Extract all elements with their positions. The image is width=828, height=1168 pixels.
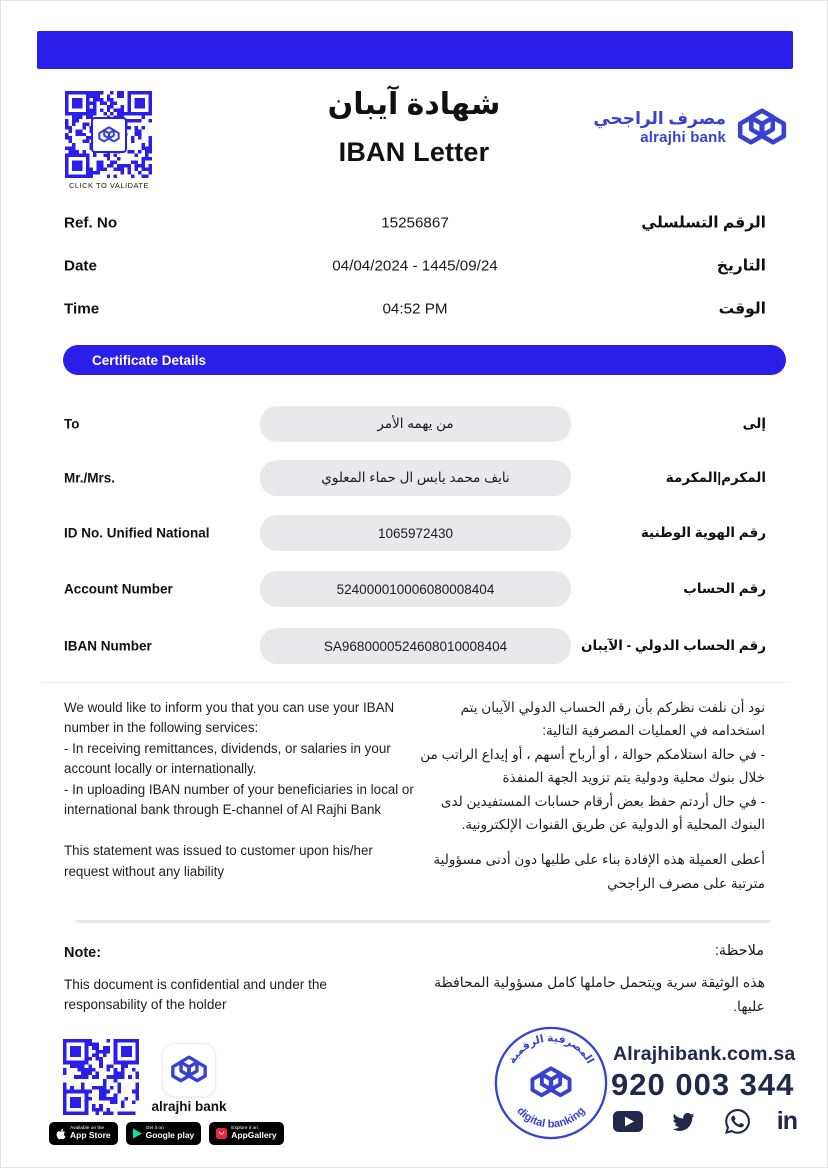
alrajhi-logo-icon	[169, 1050, 209, 1090]
info-ar-p3: - في حال أردتم حفظ بعض أرقام حسابات المستفيدين لدى البنوك المحلية أو الدولية عن طريق القنوات الإلكترونية.	[440, 793, 765, 832]
appstore-badge-line2: App Store	[70, 1130, 111, 1141]
stamp-text-english: digital banking	[514, 1105, 588, 1131]
appstore-badge[interactable]	[49, 1122, 118, 1145]
ref-value: 15256867	[381, 214, 449, 232]
meta-row-time	[64, 293, 766, 325]
id-label-en: ID No. Unified National	[64, 525, 210, 541]
note-text-en: This document is confidential and under the responsability of the holder	[64, 977, 327, 1013]
linkedin-icon[interactable]: in	[776, 1107, 797, 1135]
iban-label-en: IBAN Number	[64, 638, 152, 654]
apple-icon	[56, 1128, 66, 1140]
appgallery-badge-line2: AppGallery	[231, 1130, 277, 1141]
bank-phone-number[interactable]: 920 003 344	[611, 1067, 795, 1102]
footer-qr-code[interactable]	[63, 1039, 139, 1115]
account-value: 524000010006080008404	[260, 571, 571, 607]
time-value: 04:52 PM	[382, 300, 448, 318]
time-label-ar: الوقت	[718, 300, 766, 318]
social-icons	[613, 1109, 797, 1134]
info-en-p1: We would like to inform you that you can use your IBAN number in the following services:	[64, 700, 395, 736]
to-label-en: To	[64, 416, 80, 432]
iban-label-ar: رقم الحساب الدولي - الآيبان	[581, 638, 766, 653]
footer-brand-name: alrajhi bank	[151, 1099, 227, 1114]
certificate-details-title: Certificate Details	[92, 352, 207, 368]
certificate-details-header	[63, 345, 786, 375]
to-value: من يهمه الأمر	[260, 406, 571, 442]
detail-row-id	[64, 515, 766, 551]
alrajhi-logo-icon	[528, 1060, 574, 1106]
googleplay-badge-line1: Get it on	[145, 1125, 164, 1131]
alrajhi-logo-icon	[735, 101, 789, 155]
ref-label-ar: الرقم التسلسلي	[641, 214, 766, 232]
bank-logo	[593, 101, 789, 155]
whatsapp-icon[interactable]	[725, 1109, 750, 1134]
id-value: 1065972430	[260, 515, 571, 551]
document-title-english: IBAN Letter	[338, 137, 490, 167]
appgallery-badge[interactable]	[209, 1122, 283, 1145]
detail-row-iban	[64, 628, 766, 664]
to-label-ar: إلى	[742, 416, 766, 431]
top-accent-bar	[37, 31, 793, 69]
info-text-english	[64, 698, 421, 882]
stamp-text-arabic: المصرفية الرقمية	[506, 1032, 597, 1066]
appstore-badge-line1: Available on the	[70, 1125, 105, 1131]
meta-row-ref	[64, 207, 766, 239]
name-value: نايف محمد يابس ال حماء المعلوي	[260, 460, 571, 496]
appgallery-icon	[216, 1128, 227, 1139]
detail-row-to	[64, 406, 766, 442]
bank-app-icon	[162, 1043, 216, 1097]
account-label-en: Account Number	[64, 581, 173, 597]
note-title-ar: ملاحظة:	[714, 943, 764, 959]
bank-name-arabic: مصرف الراجحي	[593, 108, 726, 128]
meta-row-date	[64, 250, 766, 282]
date-label-ar: التاريخ	[716, 257, 766, 275]
info-ar-p4: أعطى العميلة هذه الإفادة بناء على طلبها دون أدنى مسؤولية مترتبة على مصرف الراجحي	[433, 852, 765, 891]
name-label-en: Mr./Mrs.	[64, 470, 116, 486]
info-en-p3: - In uploading IBAN number of your beneficiaries in local or international bank through E-channel of Al Rajhi Bank	[64, 781, 414, 817]
google-play-icon	[133, 1128, 142, 1139]
detail-row-name	[64, 460, 766, 496]
info-ar-p2: - في حالة استلامكم حوالة ، أو أرباح أسهم ، أو إيداع الراتب من خلال بنوك محلية ودولية يتم تزويد الجهة المنفذة	[420, 746, 765, 786]
youtube-icon[interactable]	[613, 1111, 643, 1132]
googleplay-badge-line2: Google play	[145, 1130, 195, 1141]
account-label-ar: رقم الحساب	[683, 581, 766, 596]
bank-name-english: alrajhi bank	[640, 129, 726, 147]
name-label-ar: المكرم|المكرمة	[665, 470, 766, 485]
twitter-icon[interactable]	[670, 1111, 697, 1133]
document-title-arabic: شهادة آيبان	[327, 88, 501, 121]
date-label-en: Date	[64, 257, 97, 275]
qr-caption[interactable]: CLICK TO VALIDATE	[68, 181, 150, 190]
id-label-ar: رقم الهوية الوطنية	[640, 525, 766, 540]
note-text-ar: هذه الوثيقة سرية ويتحمل حاملها كامل مسؤولية المحافظة عليها.	[434, 974, 765, 1014]
iban-value: SA9680000524608010008404	[260, 628, 571, 664]
ref-label-en: Ref. No	[64, 214, 118, 232]
digital-banking-stamp	[493, 1025, 609, 1141]
note-divider	[76, 920, 770, 923]
time-label-en: Time	[64, 300, 100, 318]
info-en-p4: This statement was issued to customer upon his/her request without any liability	[64, 843, 373, 879]
appgallery-badge-line1: Explore it on	[231, 1125, 258, 1131]
note-title-en: Note:	[64, 945, 102, 961]
app-store-badges	[49, 1122, 284, 1145]
date-value: 04/04/2024 - 1445/09/24	[332, 257, 498, 275]
detail-row-account	[64, 571, 766, 607]
section-divider-faint	[41, 682, 789, 683]
googleplay-badge[interactable]	[126, 1122, 202, 1145]
info-ar-p1: نود أن نلفت نظركم بأن رقم الحساب الدولي الآيبان يتم استخدامه في العمليات المصرفية التالية:	[460, 700, 765, 739]
bank-website[interactable]: Alrajhibank.com.sa	[613, 1043, 796, 1065]
info-text-arabic	[420, 696, 765, 895]
info-en-p2: - In receiving remittances, dividends, or salaries in your account locally or internationally.	[64, 740, 391, 777]
